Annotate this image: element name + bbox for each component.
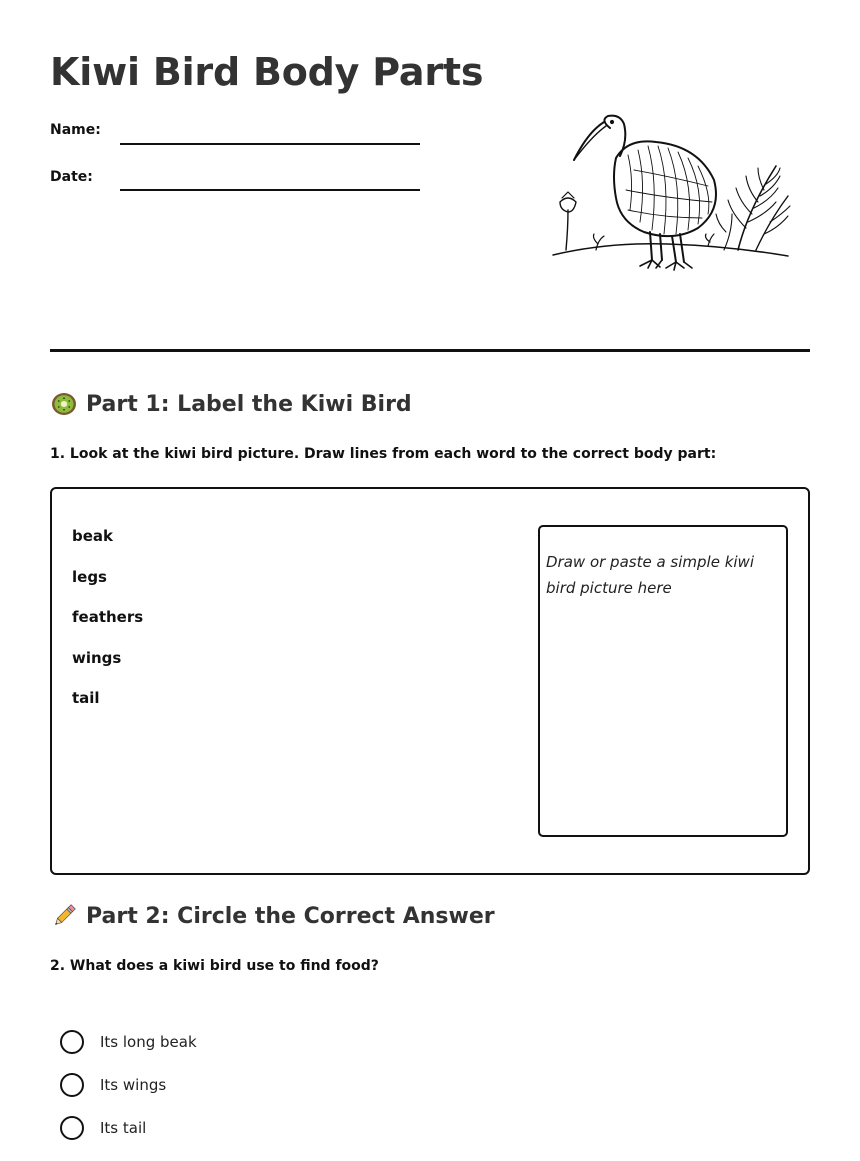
answer-option-label: Its long beak: [100, 1032, 197, 1051]
word-item-tail: tail: [72, 689, 100, 707]
answer-option-wings[interactable]: [60, 1063, 197, 1106]
word-item-feathers: feathers: [72, 608, 144, 626]
answer-options: [60, 1020, 197, 1149]
kiwi-bird-drawing-icon: [548, 110, 798, 280]
word-item-beak: beak: [72, 527, 114, 545]
word-list: [72, 527, 143, 730]
page-title: Kiwi Bird Body Parts: [50, 50, 484, 94]
labeling-box: [50, 487, 810, 875]
part1-heading: [50, 390, 412, 418]
question-1: 1. Look at the kiwi bird picture. Draw lines from each word to the correct body part:: [50, 446, 717, 462]
kiwi-fruit-icon: [50, 390, 78, 418]
radio-circle[interactable]: [60, 1073, 84, 1097]
name-field[interactable]: [120, 143, 420, 145]
part2-heading: [50, 902, 495, 930]
name-label: Name:: [50, 122, 101, 138]
section-divider: [50, 349, 810, 352]
part1-heading-text: Part 1: Label the Kiwi Bird: [86, 391, 412, 417]
word-item-legs: legs: [72, 567, 107, 586]
question-2: 2. What does a kiwi bird use to find food?: [50, 958, 379, 974]
date-label: Date:: [50, 169, 93, 185]
answer-option-label: Its wings: [100, 1075, 167, 1094]
radio-circle[interactable]: [60, 1030, 84, 1054]
answer-option-tail[interactable]: [60, 1106, 197, 1149]
answer-option-long-beak[interactable]: [60, 1020, 197, 1063]
radio-circle[interactable]: [60, 1116, 84, 1140]
pencil-icon: [50, 902, 78, 930]
word-item-wings: wings: [72, 648, 122, 667]
picture-placeholder[interactable]: [538, 525, 788, 837]
picture-placeholder-hint: Draw or paste a simple kiwi bird picture here: [546, 553, 754, 597]
date-field[interactable]: [120, 189, 420, 191]
answer-option-label: Its tail: [100, 1118, 147, 1137]
part2-heading-text: Part 2: Circle the Correct Answer: [86, 903, 495, 929]
